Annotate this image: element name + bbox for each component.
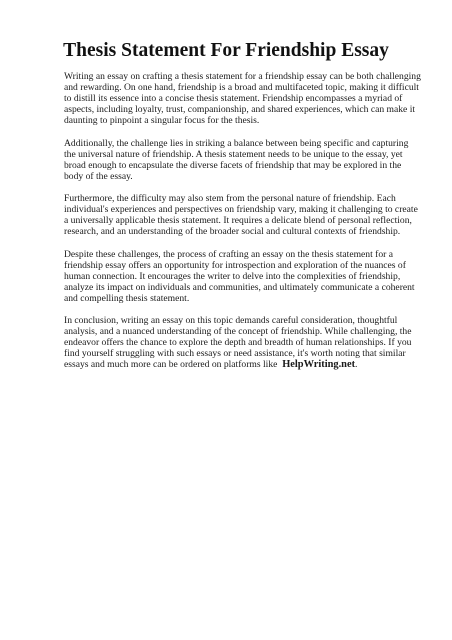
page-title: Thesis Statement For Friendship Essay [63,40,389,61]
paragraph-5 [64,315,421,370]
closing-period: . [355,359,358,371]
paragraph-4: Despite these challenges, the process of crafting an essay on the thesis statement for a friendship essay offers an opportunity for introspection and exploration of the nuances of human connection. It encourages the writer to delve into the complexities of friendship, analyze its impact on individuals and communities, and ultimately communicate a coherent and compelling thesis statement. [64,248,415,304]
paragraph-2: Additionally, the challenge lies in striking a balance between being specific and capturing the universal nature of friendship. A thesis statement needs to be unique to the essay, yet broad enough to encapsulate the diverse facets of friendship that may be explored in the body of the essay. [64,137,409,182]
closing-text: In conclusion, writing an essay on this topic demands careful consideration, thoughtful analysis, and a nuanced understanding of the concept of friendship. While challenging, the endeavor offers the chance to explore the depth and breadth of human relationships. If you find yourself struggling with such essays or need assistance, it's worth noting that similar essays and much more can be ordered on platforms like [64,315,412,371]
helpwriting-link[interactable]: HelpWriting.net [282,359,356,371]
essay-body [64,71,421,370]
paragraph-1: Writing an essay on crafting a thesis statement for a friendship essay can be both challenging and rewarding. On one hand, friendship is a broad and multifaceted topic, making it difficult to distill its essence into a concise thesis statement. Friendship encompasses a myriad of aspects, including loyalty, trust, companionship, and shared experiences, which can make it daunting to pinpoint a singular focus for the thesis. [64,71,421,126]
paragraph-3: Furthermore, the difficulty may also stem from the personal nature of friendship. Each individual's experiences and perspectives on friendship vary, making it challenging to create a universally applicable thesis statement. It requires a delicate blend of personal reflection, research, and an understanding of the broader social and cultural contexts of friendship. [64,193,418,238]
